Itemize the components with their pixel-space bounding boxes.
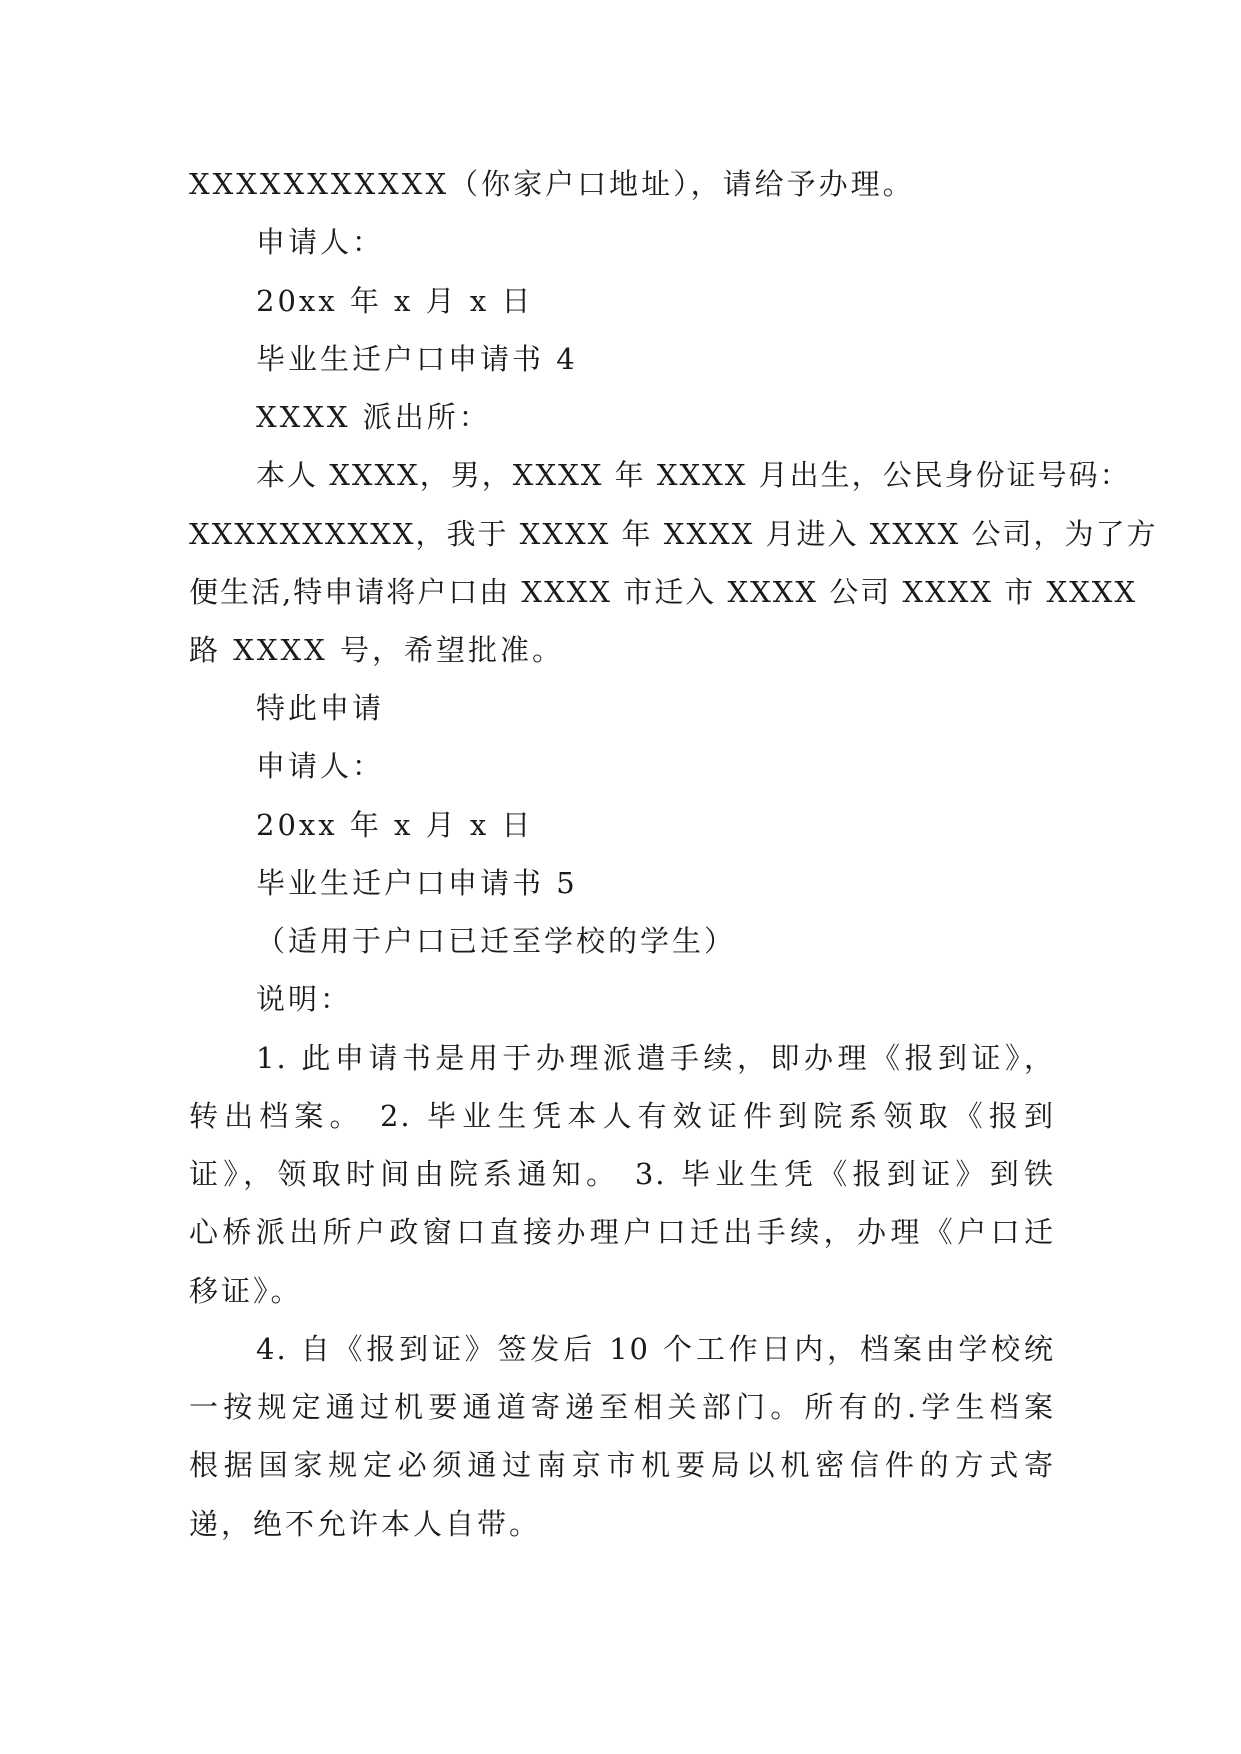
notes-paragraph-line: 4. 自《报到证》签发后 10 个工作日内，档案由学校统	[256, 1332, 1055, 1366]
applicant-label: 申请人：	[256, 749, 385, 783]
notes-paragraph-line: 转出档案。 2. 毕业生凭本人有效证件到院系领取《报到	[189, 1099, 1055, 1133]
notes-paragraph-line: 根据国家规定必须通过南京市机要局以机密信件的方式寄	[189, 1448, 1055, 1482]
date-line: 20xx 年 x 月 x 日	[256, 808, 534, 842]
notes-paragraph-line: 递，绝不允许本人自带。	[189, 1507, 542, 1541]
recipient-line: XXXX 派出所：	[256, 400, 491, 434]
section-heading-5: 毕业生迁户口申请书 5	[256, 866, 578, 900]
subtitle-line: （适用于户口已迁至学校的学生）	[256, 924, 737, 958]
closing-line: 特此申请	[256, 691, 385, 725]
notes-paragraph-line: 心桥派出所户政窗口直接办理户口迁出手续，办理《户口迁	[189, 1215, 1055, 1249]
body-paragraph-line: XXXXXXXXXX，我于 XXXX 年 XXXX 月进入 XXXX 公司，为了方	[189, 517, 1158, 551]
notes-paragraph-line: 移证》。	[189, 1274, 303, 1308]
body-paragraph-line: 路 XXXX 号，希望批准。	[189, 633, 565, 667]
date-line: 20xx 年 x 月 x 日	[256, 284, 534, 318]
section-heading-4: 毕业生迁户口申请书 4	[256, 342, 578, 376]
notes-paragraph-line: 1. 此申请书是用于办理派遣手续，即办理《报到证》，	[256, 1041, 1055, 1075]
body-paragraph-line: 本人 XXXX，男，XXXX 年 XXXX 月出生，公民身份证号码：	[256, 458, 1131, 492]
notes-paragraph-line: 一按规定通过机要通道寄递至相关部门。所有的.学生档案	[189, 1390, 1055, 1424]
notes-paragraph-line: 证》，领取时间由院系通知。 3. 毕业生凭《报到证》到铁	[189, 1157, 1055, 1191]
body-paragraph-line: 便生活,特申请将户口由 XXXX 市迁入 XXXX 公司 XXXX 市 XXXX	[189, 575, 1138, 609]
applicant-label: 申请人：	[256, 225, 385, 259]
address-line: XXXXXXXXXXX（你家户口地址），请给予办理。	[189, 167, 915, 201]
notes-heading: 说明：	[256, 982, 353, 1016]
